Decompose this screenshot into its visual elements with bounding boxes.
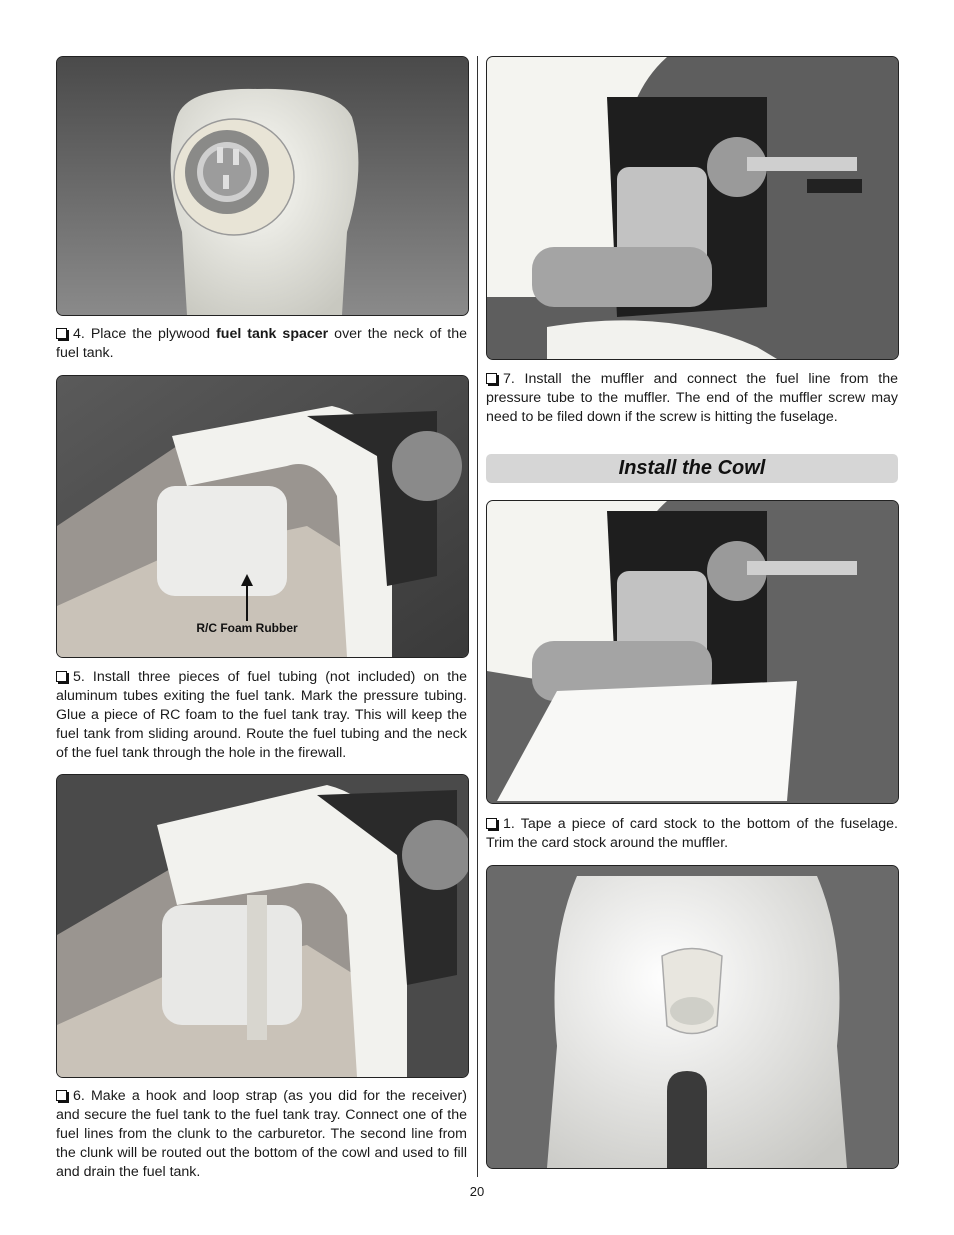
photo-muffler [486, 56, 899, 360]
checkbox[interactable] [56, 671, 67, 682]
step-4-text: 4. Place the plywood fuel tank spacer over the neck of the fuel tank. [56, 326, 467, 361]
card-stock-image [487, 501, 898, 803]
section-heading [486, 454, 898, 483]
photo-card-stock [486, 500, 899, 804]
column-divider [477, 56, 478, 1177]
checkbox[interactable] [486, 818, 497, 829]
step-5-text: 5. Install three pieces of fuel tubing (not included) on the aluminum tubes exiting the fuel tank. Mark the pressure tubing. Glue a piece of RC foam to the fuel tank tray. This will keep the fuel tank from sliding around. Route the fuel tubing and the neck of the fuel tank through the hole in the firewall. [56, 669, 467, 761]
page-number: 20 [469, 1184, 485, 1199]
section-title: Install the Cowl [618, 457, 766, 479]
checkbox[interactable] [56, 1090, 67, 1101]
photo-fuel-tank-spacer [56, 56, 469, 316]
step-7-text: 7. Install the muffler and connect the fuel line from the pressure tube to the muffler. The end of the muffler screw may need to be filed down if the screw is hitting the fuselage. [486, 371, 898, 425]
checkbox[interactable] [56, 328, 67, 339]
callout-label: R/C Foam Rubber [196, 621, 298, 635]
step-6-text: 6. Make a hook and loop strap (as you did for the receiver) and secure the fuel tank to the fuel tank tray. Connect one of the fuel lines from the clunk to the carburetor. The second line from the clunk will be routed out the bottom of the cowl and used to fill and drain the fuel tank. [56, 1088, 467, 1180]
strap-image [57, 775, 468, 1077]
fuel-tank-image [57, 57, 468, 315]
fuel-tank-tray-image [57, 376, 468, 657]
photo-cowl [486, 865, 899, 1169]
checkbox[interactable] [486, 373, 497, 384]
muffler-image [487, 57, 898, 359]
cowl-step-1-text: 1. Tape a piece of card stock to the bottom of the fuselage. Trim the card stock around the muffler. [486, 816, 898, 851]
photo-fuel-tank-tray [56, 375, 469, 658]
photo-hook-loop-strap [56, 774, 469, 1078]
cowl-image [487, 866, 898, 1168]
